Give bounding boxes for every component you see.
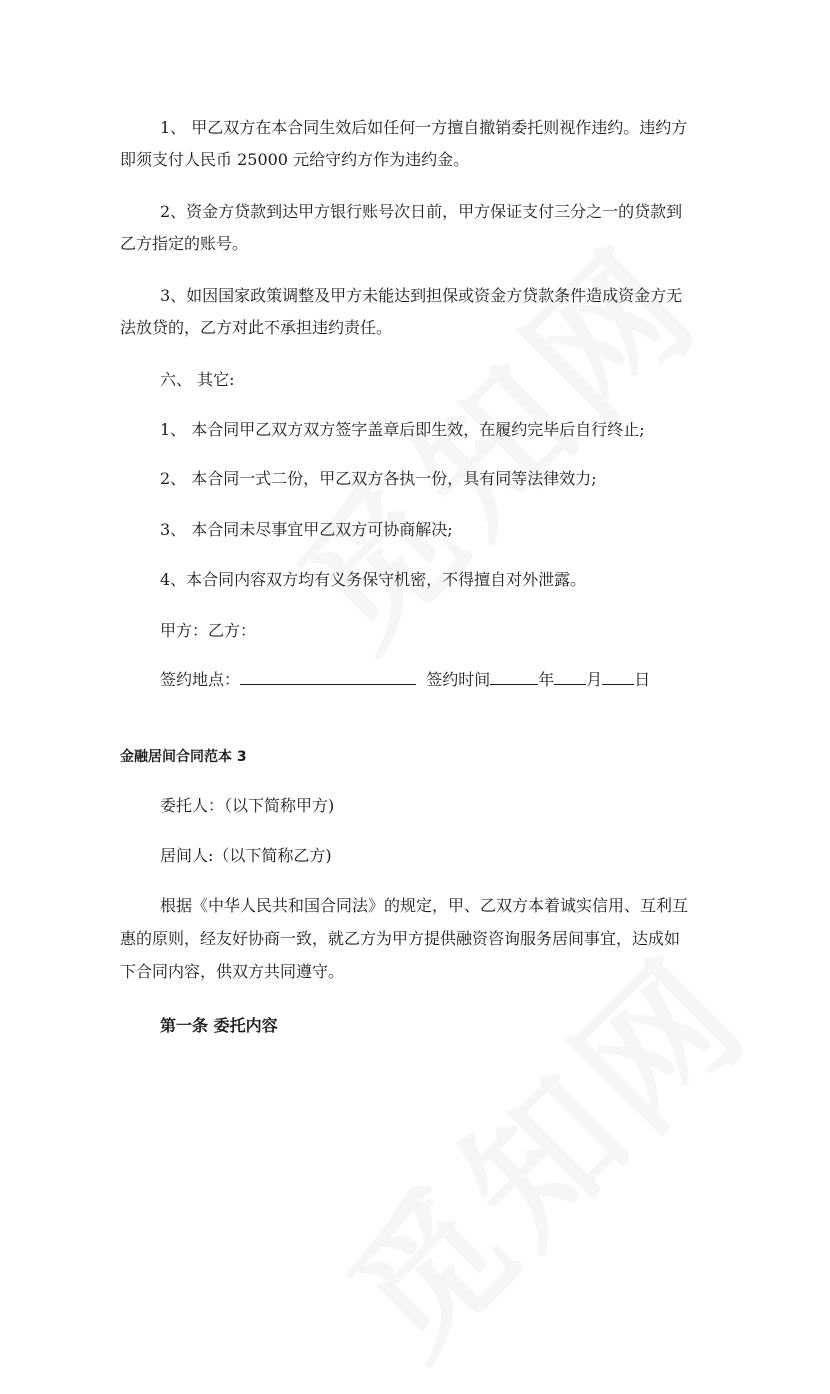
- year-label: 年: [538, 670, 555, 689]
- intro-line-2: 惠的原则，经友好协商一致，就乙方为甲方提供融资咨询服务居间事宜，达成如: [120, 929, 681, 948]
- signing-line: [160, 670, 650, 690]
- principal-line: 委托人：（以下简称甲方): [160, 796, 335, 815]
- intro-line-1: 根据《中华人民共和国合同法》的规定，甲、乙双方本着诚实信用、互利互: [160, 896, 689, 915]
- parties-line: 甲方：乙方：: [160, 621, 257, 640]
- day-blank: [602, 670, 634, 685]
- month-label: 月: [586, 670, 603, 689]
- month-blank: [554, 670, 586, 685]
- section-other-title: 六、 其它:: [160, 370, 235, 389]
- watermark: [294, 902, 786, 1394]
- clause-2-line-2: 乙方指定的账号。: [120, 234, 249, 253]
- clause-3-line-1: 3、如因国家政策调整及甲方未能达到担保或资金方贷款条件造成资金方无: [160, 286, 683, 305]
- sign-place-blank: [240, 670, 416, 685]
- intro-line-3: 下合同内容，供双方共同遵守。: [120, 962, 345, 981]
- clause-1-line-1: 1、 甲乙双方在本合同生效后如任何一方擅自撤销委托则视作违约。违约方: [160, 118, 688, 137]
- article-1-title: 第一条 委托内容: [160, 1016, 278, 1035]
- clause-1-line-2: 即须支付人民币 25000 元给守约方作为违约金。: [120, 150, 470, 169]
- template-3-title: 金融居间合同范本 3: [120, 749, 247, 765]
- day-label: 日: [634, 670, 651, 689]
- intermediary-line: 居间人:（以下简称乙方): [160, 846, 332, 865]
- clause-2-line-1: 2、资金方贷款到达甲方银行账号次日前，甲方保证支付三分之一的贷款到: [160, 202, 683, 221]
- other-item-1: 1、 本合同甲乙双方双方签字盖章后即生效，在履约完毕后自行终止;: [160, 420, 645, 439]
- other-item-2: 2、 本合同一式二份，甲乙双方各执一份，具有同等法律效力;: [160, 469, 597, 488]
- sign-time-label: 签约时间: [426, 670, 491, 689]
- other-item-3: 3、 本合同未尽事宜甲乙双方可协商解决;: [160, 520, 453, 539]
- clause-3-line-2: 法放贷的，乙方对此不承担违约责任。: [120, 318, 393, 337]
- sign-place-label: 签约地点：: [160, 670, 241, 689]
- year-blank: [490, 670, 538, 685]
- other-item-4: 4、本合同内容双方均有义务保守机密，不得擅自对外泄露。: [160, 570, 587, 589]
